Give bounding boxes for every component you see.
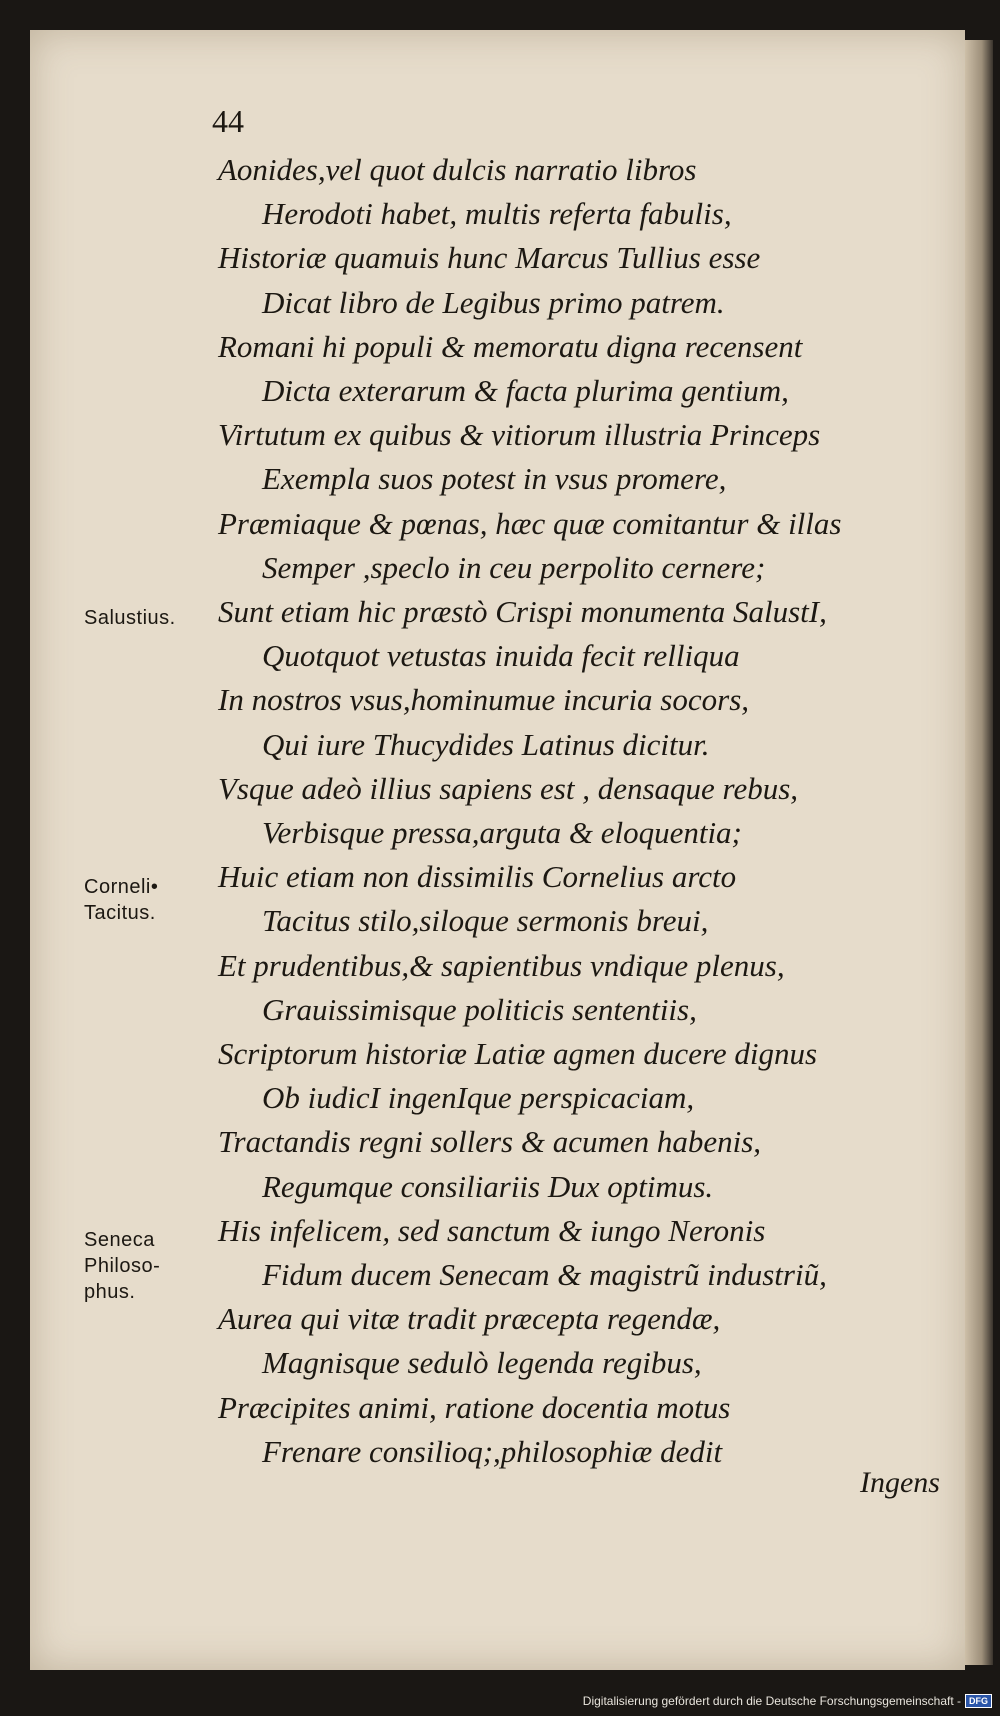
verse-line: Dicat libro de Legibus primo patrem. (262, 284, 725, 320)
verse-line: Aonides,vel quot dulcis narratio libros (218, 152, 697, 187)
verse-line: His infelicem, sed sanctum & iungo Neronis (218, 1212, 766, 1248)
verse-line: Magnisque sedulò legenda regibus, (262, 1345, 702, 1381)
verse-line: Præmiaque & pœnas, hæc quæ comitantur & illas (218, 505, 842, 541)
verse-line: Et prudentibus,& sapientibus vndique plenus, (218, 947, 785, 983)
verse-line: In nostros vsus,hominumue incuria socors, (218, 682, 750, 718)
verse-line: Huic etiam non dissimilis Cornelius arcto (218, 859, 737, 895)
verse-line: Exempla suos potest in vsus promere, (262, 461, 727, 497)
verse-line: Grauissimisque politicis sententiis, (262, 991, 697, 1027)
verse-line: Virtutum ex quibus & vitiorum illustria Princeps (218, 417, 821, 453)
dfg-logo: DFG (965, 1694, 992, 1708)
margin-note-cornelius-tacitus (84, 874, 158, 926)
verse-line: Tractandis regni sollers & acumen habenis, (218, 1124, 762, 1160)
margin-note-line: Seneca (84, 1229, 155, 1251)
catchword: Ingens (860, 1466, 940, 1499)
verse-line: Sunt etiam hic præstò Crispi monumenta SalustI, (218, 594, 827, 629)
verse-line: Tacitus stilo,siloque sermonis breui, (262, 903, 709, 939)
verse-line: Ob iudicI ingenIque perspicaciam, (262, 1080, 695, 1116)
verse-line: Aurea qui vitæ tradit præcepta regendæ, (218, 1301, 721, 1337)
verse-line: Regumque consiliariis Dux optimus. (262, 1168, 714, 1204)
page-edge (965, 40, 993, 1665)
verse-line: Semper ,speclo in ceu perpolito cernere; (262, 549, 766, 585)
verse-line: Quotquot vetustas inuida fecit relliqua (262, 638, 740, 674)
verse-line: Præcipites animi, ratione docentia motus (218, 1389, 731, 1425)
verse-line: Herodoti habet, multis referta fabulis, (262, 196, 732, 232)
verse-line: Dicta exterarum & facta plurima gentium, (262, 373, 789, 408)
margin-note-line: Salustius. (84, 607, 176, 629)
margin-note-line: Tacitus. (84, 902, 156, 924)
margin-note-salustius (84, 605, 176, 631)
verse-line: Scriptorum historiæ Latiæ agmen ducere dignus (218, 1036, 818, 1071)
page-number: 44 (212, 103, 244, 139)
verse-line: Frenare consilioq;,philosophiæ dedit (262, 1433, 723, 1469)
digitization-footer (583, 1694, 992, 1708)
verse-line: Vsque adeò illius sapiens est , densaque rebus, (218, 770, 799, 806)
margin-note-line: phus. (84, 1281, 136, 1303)
verse-line: Verbisque pressa,arguta & eloquentia; (262, 815, 742, 850)
margin-note-seneca-philosophus (84, 1227, 160, 1305)
verse-line: Fidum ducem Senecam & magistrũ industriũ, (262, 1257, 827, 1292)
margin-note-line: Philoso- (84, 1255, 161, 1277)
verse-line: Historiæ quamuis hunc Marcus Tullius esse (218, 240, 761, 276)
verse-line: Qui iure Thucydides Latinus dicitur. (262, 726, 710, 762)
footer-text: Digitalisierung gefördert durch die Deutsche Forschungsgemeinschaft - (582, 1694, 961, 1708)
margin-note-line: Corneli• (84, 876, 159, 898)
verse-line: Romani hi populi & memoratu digna recensent (218, 328, 803, 364)
